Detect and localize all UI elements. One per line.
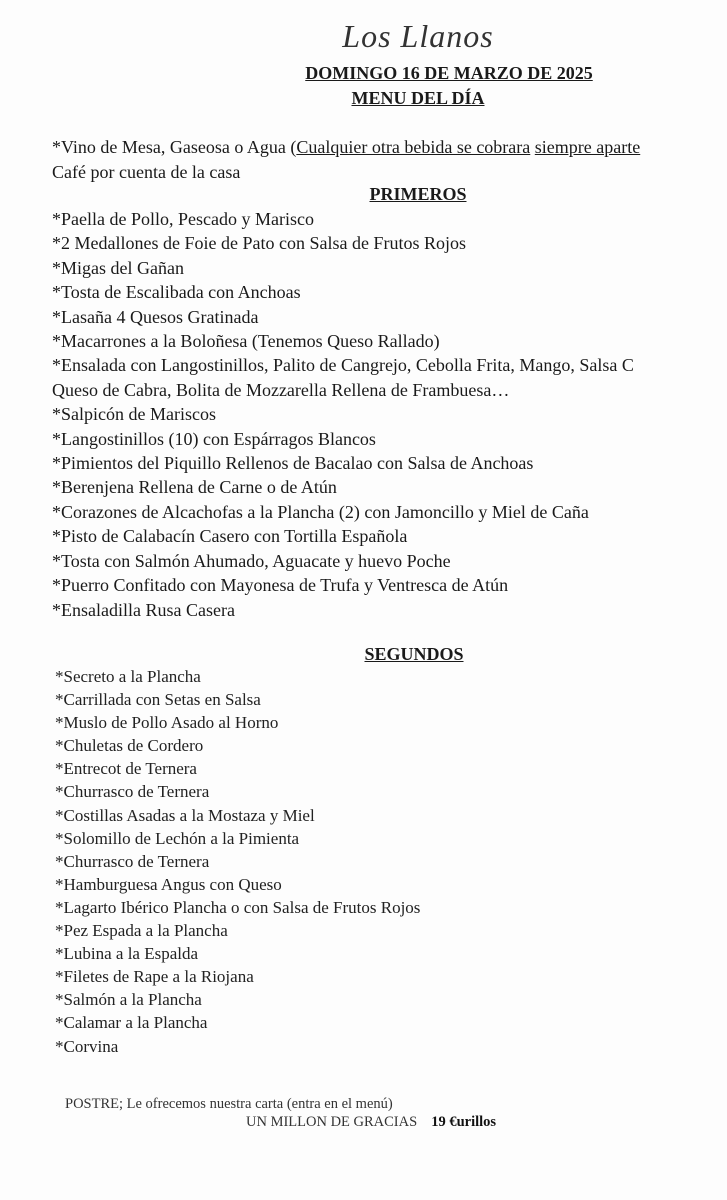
menu-item: *2 Medallones de Foie de Pato con Salsa de Frutos Rojos xyxy=(52,233,466,254)
primeros-heading: PRIMEROS xyxy=(369,184,467,204)
menu-item: *Carrillada con Setas en Salsa xyxy=(55,690,261,710)
restaurant-logo: Los Llanos xyxy=(342,18,494,54)
menu-date: DOMINGO 16 DE MARZO DE 2025 xyxy=(305,63,593,83)
menu-title: MENU DEL DÍA xyxy=(351,88,485,108)
drinks-line xyxy=(52,135,640,160)
menu-item: *Pimientos del Piquillo Rellenos de Bacalao con Salsa de Anchoas xyxy=(52,453,534,474)
coffee-line: Café por cuenta de la casa xyxy=(52,162,241,182)
menu-item: *Filetes de Rape a la Riojana xyxy=(55,967,254,987)
segundos-heading: SEGUNDOS xyxy=(364,644,464,664)
drinks-note: Cualquier otra bebida se cobrara xyxy=(296,137,531,157)
menu-item: *Costillas Asadas a la Mostaza y Miel xyxy=(55,805,315,825)
postre-note: POSTRE; Le ofrecemos nuestra carta (entra en el menú) xyxy=(65,1096,393,1112)
menu-item: *Entrecot de Ternera xyxy=(55,759,197,779)
segundos-list xyxy=(55,665,727,1058)
menu-price: 19 €urillos xyxy=(431,1114,497,1130)
primeros-list xyxy=(52,207,727,622)
menu-item: *Tosta de Escalibada con Anchoas xyxy=(52,282,301,303)
menu-item: *Churrasco de Ternera xyxy=(55,782,210,802)
menu-item: Queso de Cabra, Bolita de Mozzarella Rellena de Frambuesa… xyxy=(52,379,510,400)
menu-item: *Paella de Pollo, Pescado y Marisco xyxy=(52,209,314,229)
menu-item: *Pisto de Calabacín Casero con Tortilla Española xyxy=(52,526,408,547)
menu-item: *Lubina a la Espalda xyxy=(55,944,199,964)
menu-item: *Ensaladilla Rusa Casera xyxy=(52,599,235,620)
menu-item: *Lasaña 4 Quesos Gratinada xyxy=(52,306,259,327)
menu-item: *Berenjena Rellena de Carne o de Atún xyxy=(52,477,337,498)
menu-item: *Hamburguesa Angus con Queso xyxy=(55,874,282,894)
menu-item: *Muslo de Pollo Asado al Horno xyxy=(55,713,279,733)
menu-item: *Salmón a la Plancha xyxy=(55,990,202,1010)
thanks-text: UN MILLON DE GRACIAS xyxy=(246,1114,418,1130)
menu-item: *Puerro Confitado con Mayonesa de Trufa y Ventresca de Atún xyxy=(52,575,509,596)
menu-item: *Langostinillos (10) con Espárragos Blancos xyxy=(52,428,376,449)
menu-item: *Chuletas de Cordero xyxy=(55,736,204,756)
thanks-line xyxy=(246,1114,496,1131)
intro-section xyxy=(52,135,640,185)
menu-item: *Corazones de Alcachofas a la Plancha (2) con Jamoncillo y Miel de Caña xyxy=(52,501,589,522)
menu-item: *Solomillo de Lechón a la Pimienta xyxy=(55,828,300,848)
menu-item: *Lagarto Ibérico Plancha o con Salsa de Frutos Rojos xyxy=(55,897,421,917)
menu-item: *Pez Espada a la Plancha xyxy=(55,921,228,941)
menu-item: *Corvina xyxy=(55,1036,119,1056)
menu-item: *Tosta con Salmón Ahumado, Aguacate y huevo Poche xyxy=(52,550,451,571)
menu-item: *Ensalada con Langostinillos, Palito de Cangrejo, Cebolla Frita, Mango, Salsa C xyxy=(52,355,634,376)
drinks-note-always: siempre aparte xyxy=(534,137,641,157)
menu-item: *Calamar a la Plancha xyxy=(55,1013,208,1033)
menu-item: *Migas del Gañan xyxy=(52,257,184,278)
menu-item: *Salpicón de Mariscos xyxy=(52,404,216,425)
menu-item: *Macarrones a la Boloñesa (Tenemos Queso Rallado) xyxy=(52,331,440,352)
menu-item: *Churrasco de Ternera xyxy=(55,851,210,871)
menu-item: *Secreto a la Plancha xyxy=(55,667,201,686)
drinks-text: *Vino de Mesa, Gaseosa o Agua ( xyxy=(52,137,297,157)
